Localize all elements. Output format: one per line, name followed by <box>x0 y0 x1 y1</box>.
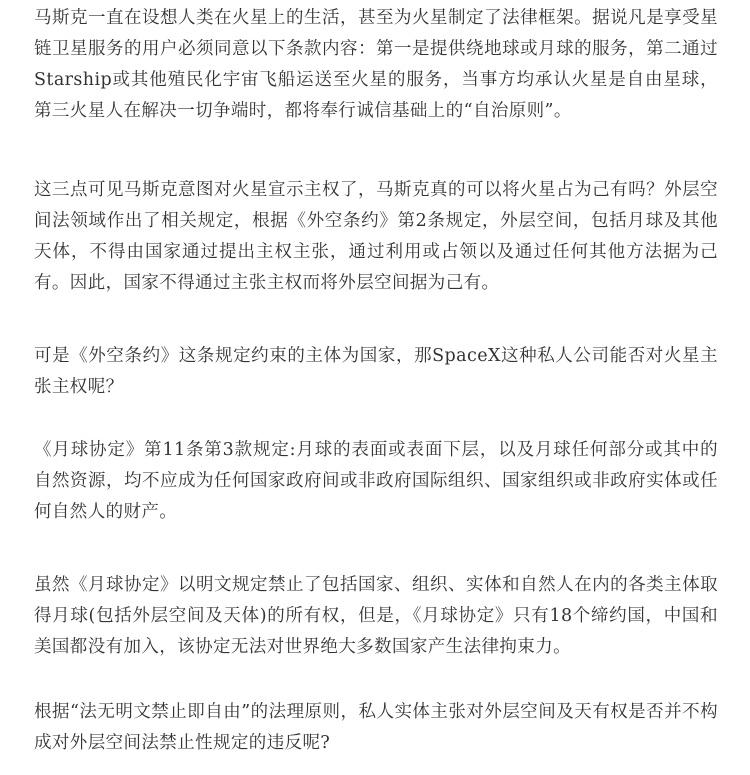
paragraph-moon-agreement-parties: 虽然《月球协定》以明文规定禁止了包括国家、组织、实体和自然人在内的各类主体取得月球(包括外层空间及天体)的所有权，但是，《月球协定》只有18个缔约国，中国和美国都没有加入，该协定无法对世界绝大多数国家产生法律拘束力。 <box>34 575 718 657</box>
paragraph-outer-space-treaty: 这三点可见马斯克意图对火星宣示主权了，马斯克真的可以将火星占为己有吗？外层空间法领域作出了相关规定，根据《外空条约》第2条规定，外层空间，包括月球及其他天体，不得由国家通过提出主权主张，通过利用或占领以及通过任何其他方法据为己有。因此，国家不得通过主张主权而将外层空间据为己有。 <box>34 180 718 293</box>
paragraph-private-company-question: 可是《外空条约》这条规定约束的主体为国家，那SpaceX这种私人公司能否对火星主张主权呢？ <box>34 346 718 397</box>
paragraph-musk-mars-law: 马斯克一直在设想人类在火星上的生活，甚至为火星制定了法律框架。据说凡是享受星链卫星服务的用户必须同意以下条款内容：第一是提供绕地球或月球的服务，第二通过Starship或其他殖民化宇宙飞船运送至火星的服务，当事方均承认火星是自由星球，第三火星人在解决一切争端时，都将奉行诚信基础上的“自治原则”。 <box>34 8 718 121</box>
paragraph-moon-agreement-article: 《月球协定》第11条第3款规定:月球的表面或表面下层，以及月球任何部分或其中的自然资源，均不应成为任何国家政府间或非政府国际组织、国家组织或非政府实体或任何自然人的财产。 <box>34 440 718 522</box>
paragraph-legal-principle-question: 根据“法无明文禁止即自由”的法理原则，私人实体主张对外层空间及天有权是否并不构成对外层空间法禁止性规定的违反呢? <box>34 702 718 753</box>
